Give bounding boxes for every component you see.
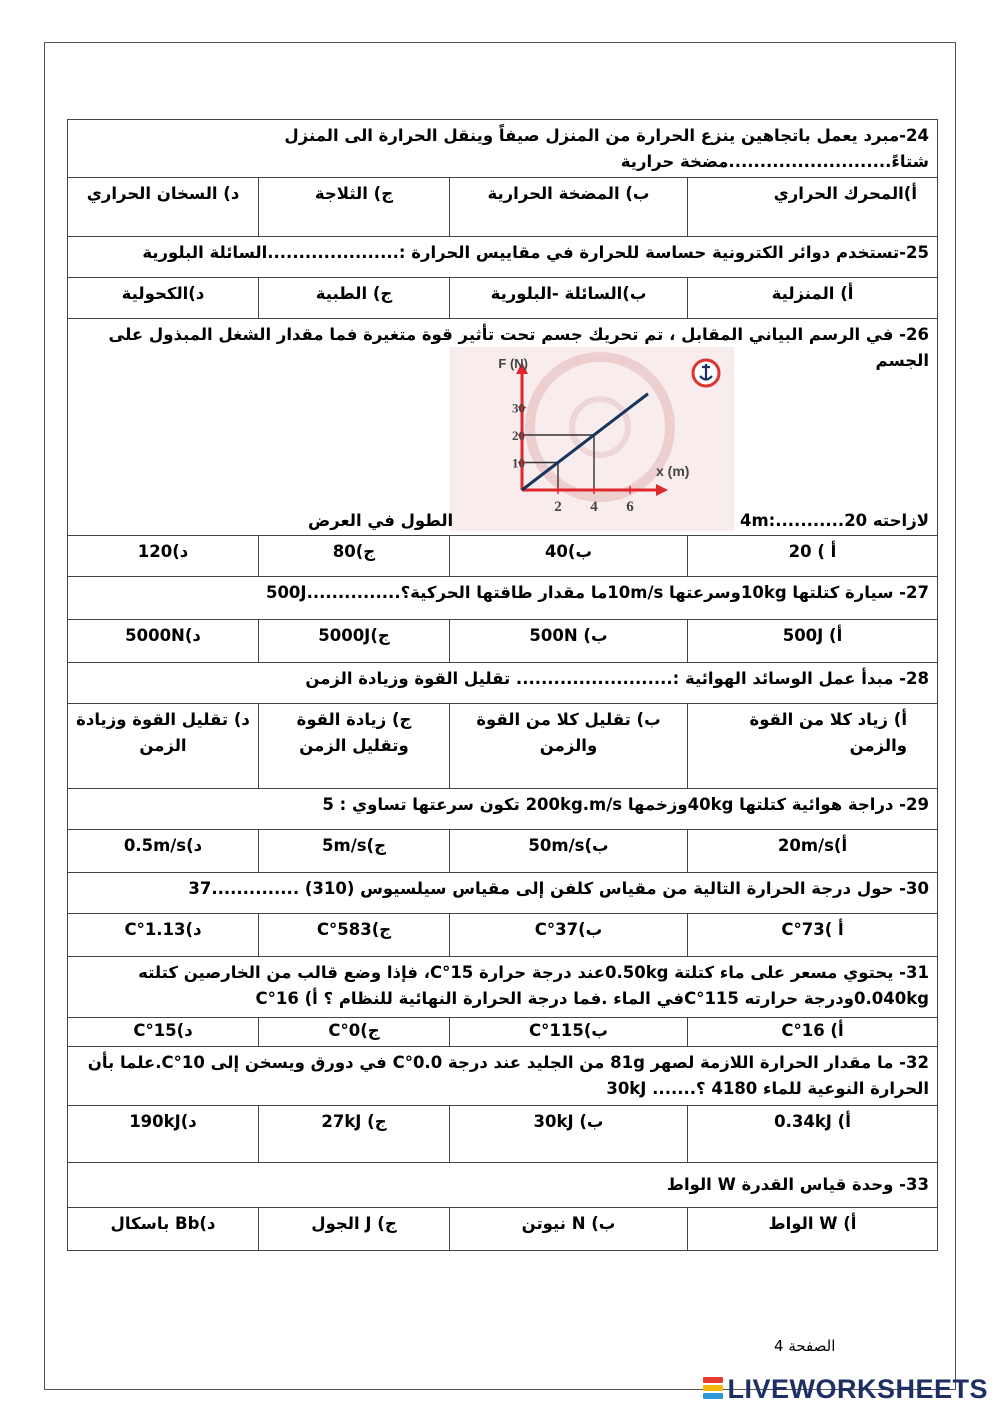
option-c[interactable]: ج) J الجول <box>259 1208 450 1251</box>
question-text: 26- في الرسم البياني المقابل ، تم تحريك جسم تحت تأثير قوة متغيرة فما مقدار الشغل المبذول على الجسم <box>108 325 929 370</box>
question-text: 25-تستخدم دوائر الكترونية حساسة للحرارة في مقاييس الحرارة :.....................السائلة البلورية <box>68 237 938 278</box>
options-row <box>68 1106 938 1163</box>
option-c[interactable]: ج)0°C <box>259 1018 450 1047</box>
option-a[interactable]: أ) زياد كلا من القوة والزمن <box>688 704 938 789</box>
option-a[interactable]: أ)20m/s <box>688 830 938 873</box>
y-axis-label: F (N) <box>498 356 528 372</box>
option-b[interactable]: ب)37°C <box>450 914 688 957</box>
brand-logo <box>703 1374 988 1405</box>
question-row <box>68 873 938 914</box>
options-row <box>68 536 938 577</box>
option-d[interactable]: د)الكحولية <box>68 278 259 319</box>
y-tick-label: 20 <box>512 428 525 444</box>
option-d[interactable]: د) السخان الحراري <box>68 178 259 237</box>
page-number: الصفحة 4 <box>774 1337 836 1355</box>
option-c[interactable]: ج) 27kJ <box>259 1106 450 1163</box>
question-text: 31- يحتوي مسعر على ماء كتلتة 0.50kgعند درجة حرارة 15°C، فإذا وضع قالب من الخارصين كتلته 0.040kgودرجة حرارته 115°Cفي الماء .فما درجة الحرارة النهائية للنظام ؟ أ) 16°C <box>68 957 938 1018</box>
question-row <box>68 1047 938 1106</box>
option-a[interactable]: أ ) 20 <box>688 536 938 577</box>
option-b[interactable]: ب)السائلة -البلورية <box>450 278 688 319</box>
option-d[interactable]: د)Bb باسكال <box>68 1208 259 1251</box>
option-a[interactable]: أ) 16°C <box>688 1018 938 1047</box>
option-d[interactable]: د)1.13°C <box>68 914 259 957</box>
question-row <box>68 789 938 830</box>
question-row <box>68 120 938 178</box>
options-row <box>68 620 938 663</box>
options-row <box>68 914 938 957</box>
option-d[interactable]: د) تقليل القوة وزيادة الزمن <box>68 704 259 789</box>
option-d[interactable]: د)15°C <box>68 1018 259 1047</box>
option-a[interactable]: أ) المنزلية <box>688 278 938 319</box>
question-row <box>68 577 938 620</box>
y-tick-label: 10 <box>512 455 525 471</box>
option-c[interactable]: ج) الطبية <box>259 278 450 319</box>
question-text: 32- ما مقدار الحرارة اللازمة لصهر 81g من الجليد عند درجة 0.0°C في دورق ويسخن إلى 10°C.علما بأن الحرارة النوعية للماء 4180 ؟....... 30kJ <box>68 1047 938 1106</box>
options-row <box>68 1018 938 1047</box>
brand-text: LIVEWORKSHEETS <box>727 1374 988 1404</box>
option-a[interactable]: أ) W الواط <box>688 1208 938 1251</box>
option-c[interactable]: ج)5000J <box>259 620 450 663</box>
options-row <box>68 178 938 237</box>
option-b[interactable]: ب) 30kJ <box>450 1106 688 1163</box>
question-row <box>68 957 938 1018</box>
y-tick-label: 30 <box>512 400 525 416</box>
x-tick-label: 6 <box>626 499 634 516</box>
option-b[interactable]: ب) 500N <box>450 620 688 663</box>
anchor-icon <box>693 360 719 386</box>
option-a[interactable]: أ)المحرك الحراري <box>688 178 938 237</box>
question-row <box>68 663 938 704</box>
questions-table <box>67 119 938 1251</box>
x-tick-label: 2 <box>554 499 562 516</box>
answer-note: الطول في العرض <box>308 510 454 530</box>
question-text: 27- سيارة كتلتها 10kgوسرعتها 10m/sما مقدار طاقتها الحركية؟...............500J <box>68 577 938 620</box>
question-row <box>68 319 938 536</box>
answer-line: لازاحته 4m:...........20 <box>739 510 929 530</box>
question-row <box>68 237 938 278</box>
question-text: 24-مبرد يعمل باتجاهين ينزع الحرارة من المنزل صيفاً وينقل الحرارة الى المنزل شتاءً..........................مضخة حرارية <box>68 120 938 178</box>
question-text: 30- حول درجة الحرارة التالية من مقياس كلفن إلى مقياس سيلسيوس (310) ..............37 <box>68 873 938 914</box>
question-text: 28- مبدأ عمل الوسائد الهوائية :......................... تقليل القوة وزيادة الزمن <box>68 663 938 704</box>
option-b[interactable]: ب) المضخة الحرارية <box>450 178 688 237</box>
option-b[interactable]: ب) N نيوتن <box>450 1208 688 1251</box>
x-axis-label: x (m) <box>656 463 690 480</box>
question-row <box>68 1163 938 1208</box>
x-tick-label: 4 <box>590 499 598 516</box>
option-c[interactable]: ج)5m/s <box>259 830 450 873</box>
option-b[interactable]: ب)50m/s <box>450 830 688 873</box>
option-c[interactable]: ج)583°C <box>259 914 450 957</box>
option-b[interactable]: ب) تقليل كلا من القوة والزمن <box>450 704 688 789</box>
options-row <box>68 704 938 789</box>
option-d[interactable]: د)190kJ <box>68 1106 259 1163</box>
chart-svg <box>450 347 734 531</box>
option-a[interactable]: أ) 0.34kJ <box>688 1106 938 1163</box>
option-d[interactable]: د)0.5m/s <box>68 830 259 873</box>
option-b[interactable]: ب)115°C <box>450 1018 688 1047</box>
options-row <box>68 1208 938 1251</box>
option-d[interactable]: د)120 <box>68 536 259 577</box>
question-text: 29- دراجة هوائية كتلتها 40kgوزخمها 200kg.m/s تكون سرعتها تساوي : 5 <box>68 789 938 830</box>
option-c[interactable]: ج) زيادة القوة وتقليل الزمن <box>259 704 450 789</box>
question-text: 33- وحدة قياس القدرة W الواط <box>68 1163 938 1208</box>
option-c[interactable]: ج) الثلاجة <box>259 178 450 237</box>
force-displacement-graph <box>450 347 734 531</box>
option-a[interactable]: أ )73°C <box>688 914 938 957</box>
option-a[interactable]: أ) 500J <box>688 620 938 663</box>
option-b[interactable]: ب)40 <box>450 536 688 577</box>
options-row <box>68 278 938 319</box>
option-c[interactable]: ج)80 <box>259 536 450 577</box>
options-row <box>68 830 938 873</box>
logo-icon <box>703 1377 723 1403</box>
question-cell <box>68 319 938 536</box>
option-d[interactable]: د)5000N <box>68 620 259 663</box>
